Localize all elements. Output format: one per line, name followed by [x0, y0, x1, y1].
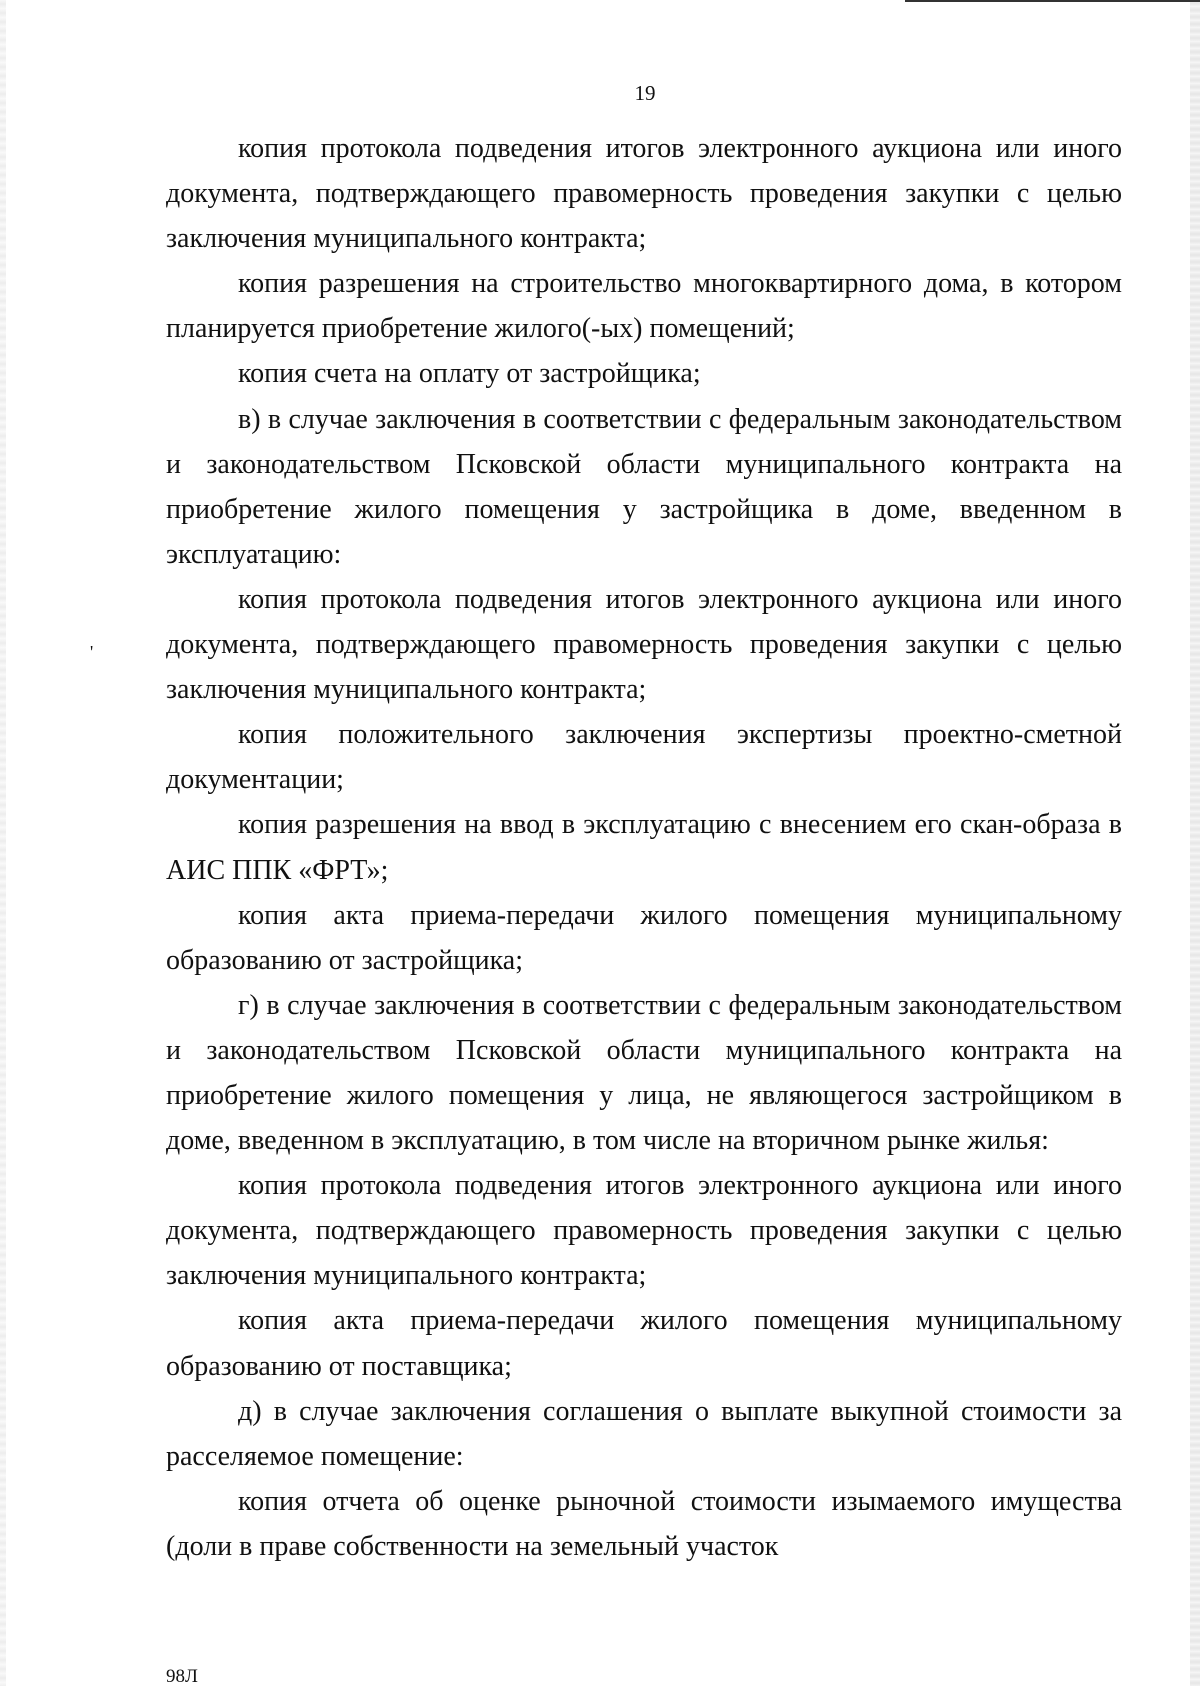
- paragraph: г) в случае заключения в соответствии с федеральным законодательством и законодательством Псковской области муниципального контракта на приобретение жилого помещения у лица, не являющегося застройщиком в доме, введенном в эксплуатацию, в том числе на вторичном рынке жилья:: [166, 989, 1122, 1157]
- stray-mark: ': [90, 642, 94, 662]
- paragraph: копия протокола подведения итогов электронного аукциона или иного документа, подтверждающего правомерность проведения закупки с целью заключения муниципального контракта;: [166, 1170, 1122, 1292]
- document-body: [166, 126, 1122, 1569]
- paragraph: копия отчета об оценке рыночной стоимости изымаемого имущества (доли в праве собственности на земельный участок: [166, 1485, 1122, 1562]
- paragraph: копия разрешения на строительство многоквартирного дома, в котором планируется приобретение жилого(-ых) помещений;: [166, 268, 1122, 345]
- paragraph: копия протокола подведения итогов электронного аукциона или иного документа, подтверждающего правомерность проведения закупки с целью заключения муниципального контракта;: [166, 583, 1122, 706]
- scan-left-edge: [0, 0, 6, 1686]
- paragraph: копия протокола подведения итогов электронного аукциона или иного документа, подтверждающего правомерность проведения закупки с целью заключения муниципального контракта;: [166, 133, 1122, 255]
- paragraph: д) в случае заключения соглашения о выплате выкупной стоимости за расселяемое помещение:: [166, 1395, 1122, 1472]
- paragraph: копия акта приема-передачи жилого помещения муниципальному образованию от застройщика;: [166, 899, 1122, 976]
- scan-right-edge: [1190, 0, 1200, 1686]
- top-rule-line: [905, 0, 1200, 2]
- page-number: 19: [634, 81, 656, 105]
- footer-code: 98Л: [166, 1666, 198, 1687]
- paragraph: копия положительного заключения экспертизы проектно-сметной документации;: [166, 719, 1122, 796]
- paragraph: копия счета на оплату от застройщика;: [238, 358, 701, 390]
- paragraph: копия акта приема-передачи жилого помещения муниципальному образованию от поставщика;: [166, 1305, 1122, 1382]
- paragraph: в) в случае заключения в соответствии с федеральным законодательством и законодательством Псковской области муниципального контракта на приобретение жилого помещения у застройщика в доме, введенном в эксплуатацию:: [166, 403, 1122, 570]
- paragraph: копия разрешения на ввод в эксплуатацию с внесением его скан-образа в АИС ППК «ФРТ»;: [166, 809, 1122, 886]
